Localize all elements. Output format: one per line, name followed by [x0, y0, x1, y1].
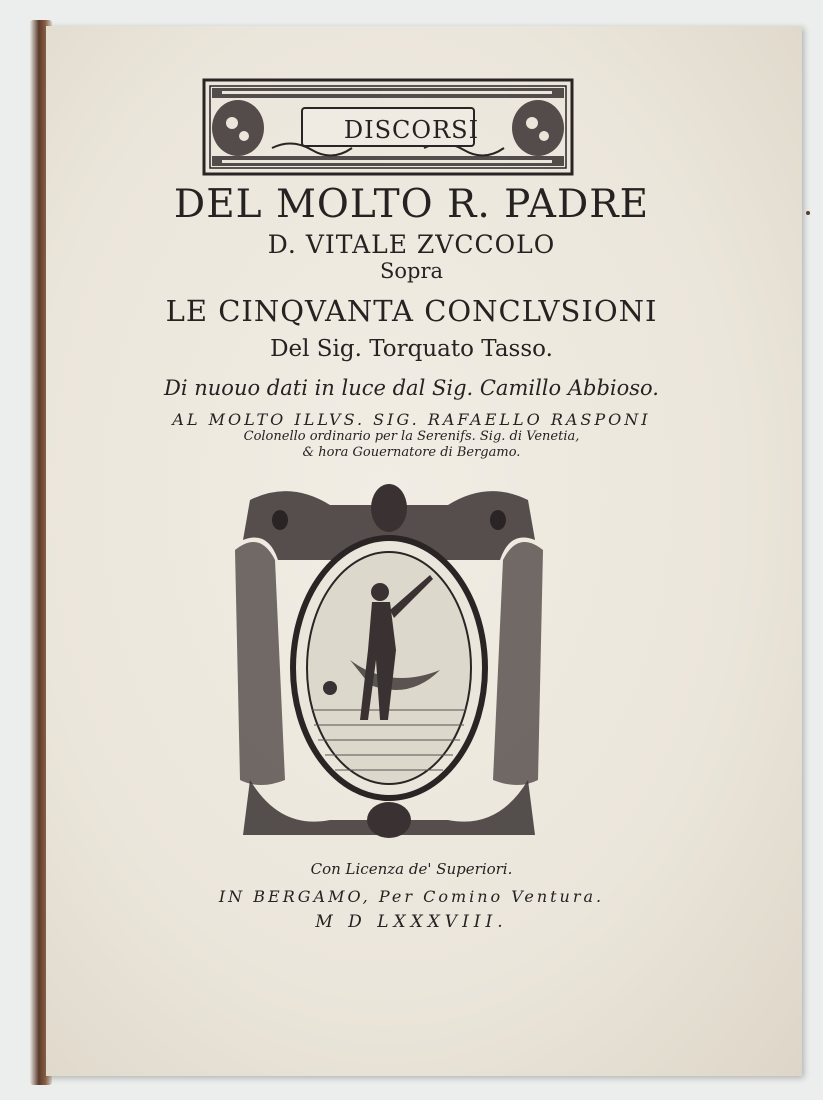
dedication-line-3: & hora Gouernatore di Bergamo.: [302, 445, 521, 460]
printers-device-woodcut: [230, 480, 548, 846]
title-line-sopra: Sopra: [379, 259, 444, 283]
year-line: M D LXXXVIII.: [315, 912, 508, 932]
title-line-author: D. VITALE ZVCCOLO: [267, 230, 556, 259]
license-line: Con Licenza de' Superiori.: [310, 860, 513, 878]
dedication-line-2: Colonello ordinario per la Serenifs. Sig. di Venetia,: [243, 429, 580, 444]
headpiece-title: DISCORSI: [343, 116, 480, 144]
title-line-tasso: Del Sig. Torquato Tasso.: [270, 336, 553, 362]
dedication-line: AL MOLTO ILLVS. SIG. RAFAELLO RASPONI: [172, 410, 651, 429]
imprint-line: IN BERGAMO, Per Comino Ventura.: [218, 887, 605, 906]
title-line-author-prefix: DEL MOLTO R. PADRE: [173, 182, 650, 227]
title-line-subject: LE CINQVANTA CONCLVSIONI: [165, 294, 658, 328]
title-line-editor: Di nuouo dati in luce dal Sig. Camillo Abbioso.: [164, 376, 659, 400]
